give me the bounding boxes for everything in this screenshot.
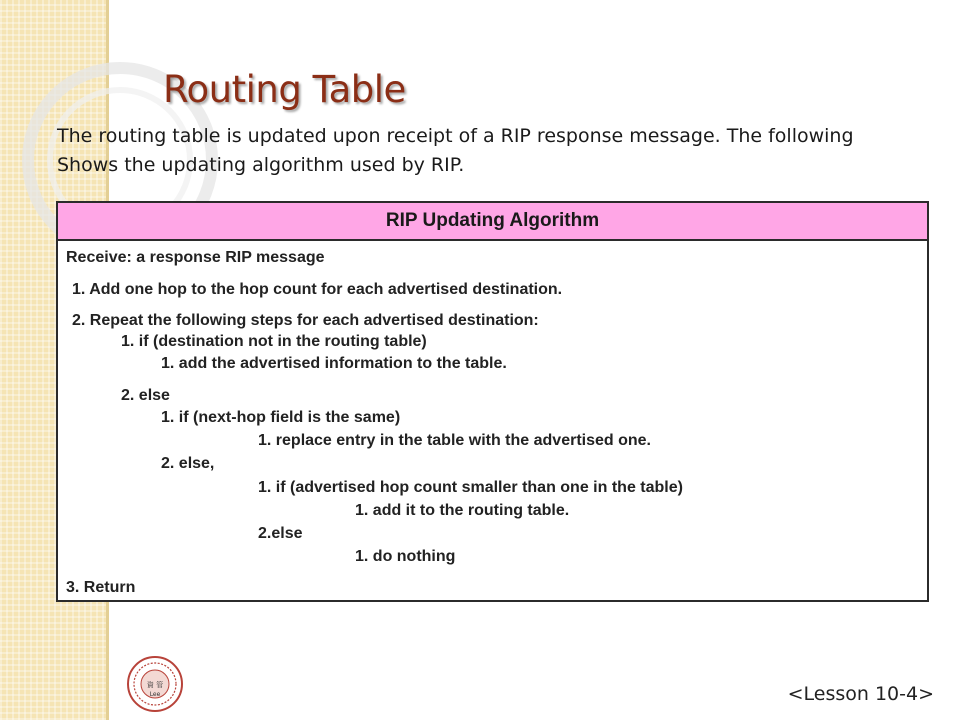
- algorithm-line: 1. do nothing: [355, 548, 456, 565]
- algorithm-line: 1. if (advertised hop count smaller than one in the table): [258, 479, 683, 496]
- intro-line-2: Shows the updating algorithm used by RIP.: [57, 154, 465, 176]
- algorithm-box: [56, 201, 929, 602]
- logo-text: Lee: [149, 691, 161, 698]
- algorithm-line: 1. Add one hop to the hop count for each advertised destination.: [72, 281, 563, 298]
- svg-text:資 管: 資 管: [146, 681, 164, 689]
- university-seal-logo: [126, 655, 184, 713]
- algorithm-line: 2. else,: [161, 455, 215, 472]
- algorithm-line: 1. if (destination not in the routing table): [121, 333, 427, 350]
- algorithm-header: RIP Updating Algorithm: [58, 203, 927, 241]
- algorithm-line: 2.else: [258, 525, 303, 542]
- lesson-footer: <Lesson 10-4>: [787, 683, 934, 705]
- algorithm-line: 1. if (next-hop field is the same): [161, 409, 401, 426]
- algorithm-line: 1. add the advertised information to the table.: [161, 355, 507, 372]
- algorithm-line: 2. else: [121, 387, 170, 404]
- algorithm-line: 2. Repeat the following steps for each advertised destination:: [72, 312, 539, 329]
- algorithm-line: Receive: a response RIP message: [66, 249, 325, 266]
- algorithm-line: 3. Return: [66, 579, 136, 596]
- slide-title: Routing Table: [163, 68, 406, 111]
- intro-line-1: The routing table is updated upon receipt of a RIP response message. The following: [57, 125, 854, 147]
- algorithm-line: 1. replace entry in the table with the advertised one.: [258, 432, 651, 449]
- algorithm-line: 1. add it to the routing table.: [355, 502, 570, 519]
- intro-text: [57, 122, 937, 180]
